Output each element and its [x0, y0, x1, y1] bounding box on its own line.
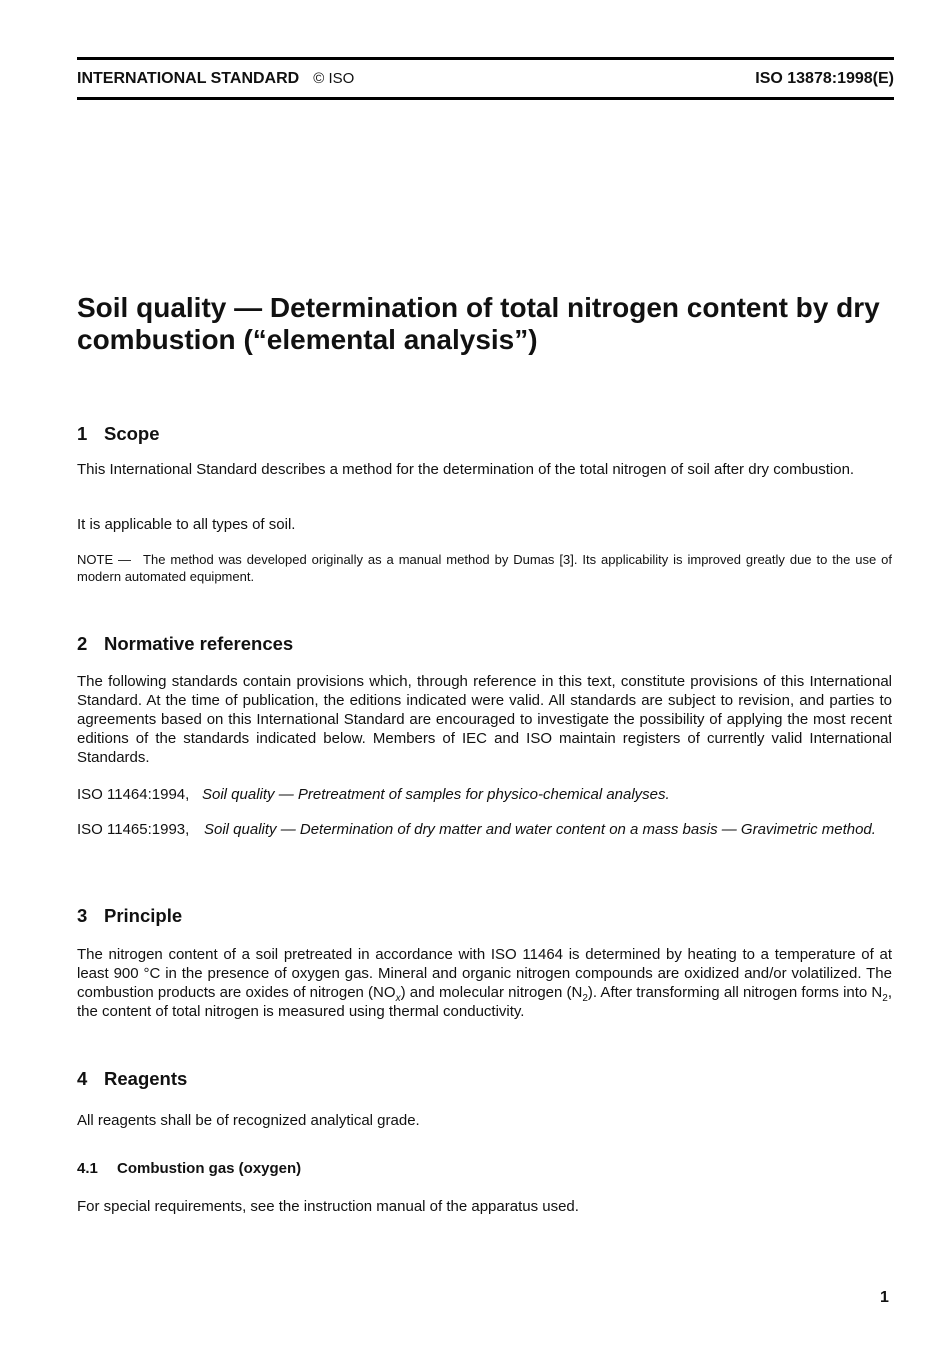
section-heading-normative-references [77, 633, 293, 655]
subsection-number: 4.1 [77, 1160, 98, 1177]
principle-text-2: ) and molecular nitrogen (N [400, 984, 583, 1001]
subscript-2: 2 [582, 993, 588, 1004]
principle-text-3: ). After transforming all nitrogen forms into N [587, 984, 883, 1001]
reference-item [77, 820, 892, 839]
reference-item [77, 785, 892, 804]
section-title: Scope [104, 423, 160, 444]
section-number: 4 [77, 1068, 88, 1089]
subscript-x: x [395, 993, 401, 1004]
scope-paragraph-2: It is applicable to all types of soil. [77, 516, 296, 533]
note-lead: NOTE — [77, 552, 132, 567]
combustion-gas-paragraph: For special requirements, see the instruction manual of the apparatus used. [77, 1198, 579, 1215]
reagents-paragraph: All reagents shall be of recognized analytical grade. [77, 1112, 420, 1129]
section-title: Reagents [104, 1068, 188, 1089]
section-heading-scope [77, 423, 160, 445]
header-left [77, 70, 354, 88]
section-number: 3 [77, 905, 88, 926]
principle-paragraph [77, 945, 892, 1021]
section-title: Principle [104, 905, 183, 926]
subscript-2: 2 [882, 993, 888, 1004]
document-title: Soil quality — Determination of total nitrogen content by dry combustion (“elemental analysis”) [77, 292, 880, 355]
reference-title: Soil quality — Pretreatment of samples for physico-chemical analyses. [202, 786, 670, 803]
header-top-rule [77, 57, 894, 60]
running-header [77, 66, 894, 92]
section-number: 1 [77, 423, 88, 444]
header-doc-id: ISO 13878:1998(E) [755, 70, 894, 87]
subsection-title: Combustion gas (oxygen) [117, 1160, 302, 1177]
scope-paragraph-1: This International Standard describes a method for the determination of the total nitrogen of soil after dry combustion. [77, 461, 855, 478]
reference-code: ISO 11465:1993, [77, 821, 190, 838]
section-heading-principle [77, 905, 182, 927]
header-bottom-rule [77, 97, 894, 100]
header-copyright: © ISO [313, 70, 355, 87]
section-heading-reagents [77, 1068, 187, 1090]
header-standard-label: INTERNATIONAL STANDARD [77, 70, 300, 87]
reference-title: Soil quality — Determination of dry matter and water content on a mass basis — Gravimetric method. [204, 821, 876, 838]
subsection-heading-combustion-gas [77, 1160, 301, 1177]
note-text: The method was developed originally as a manual method by Dumas [3]. Its applicability is improved greatly due to the use of modern automated equipment. [77, 552, 892, 584]
principle-text-4: , the content of total nitrogen is measured using thermal conductivity. [77, 984, 893, 1020]
section-number: 2 [77, 633, 88, 654]
reference-code: ISO 11464:1994, [77, 786, 190, 803]
principle-text-1: The nitrogen content of a soil pretreated in accordance with ISO 11464 is determined by heating to a temperature of at least 900 °C in the presence of oxygen gas. Mineral and organic nitrogen compounds are oxidized and/or volatilized. The combustion products are oxides of nitrogen (NO [77, 946, 892, 1001]
scope-note [77, 551, 892, 585]
page-number: 1 [880, 1289, 889, 1306]
normative-paragraph: The following standards contain provisions which, through reference in this text, constitute provisions of this International Standard. At the time of publication, the editions indicated were valid. All standards are subject to revision, and parties to agreements based on this International Standard are encouraged to investigate the possibility of applying the most recent editions of the standards indicated below. Members of IEC and ISO maintain registers of currently valid International Standards. [77, 673, 892, 766]
section-title: Normative references [104, 633, 294, 654]
